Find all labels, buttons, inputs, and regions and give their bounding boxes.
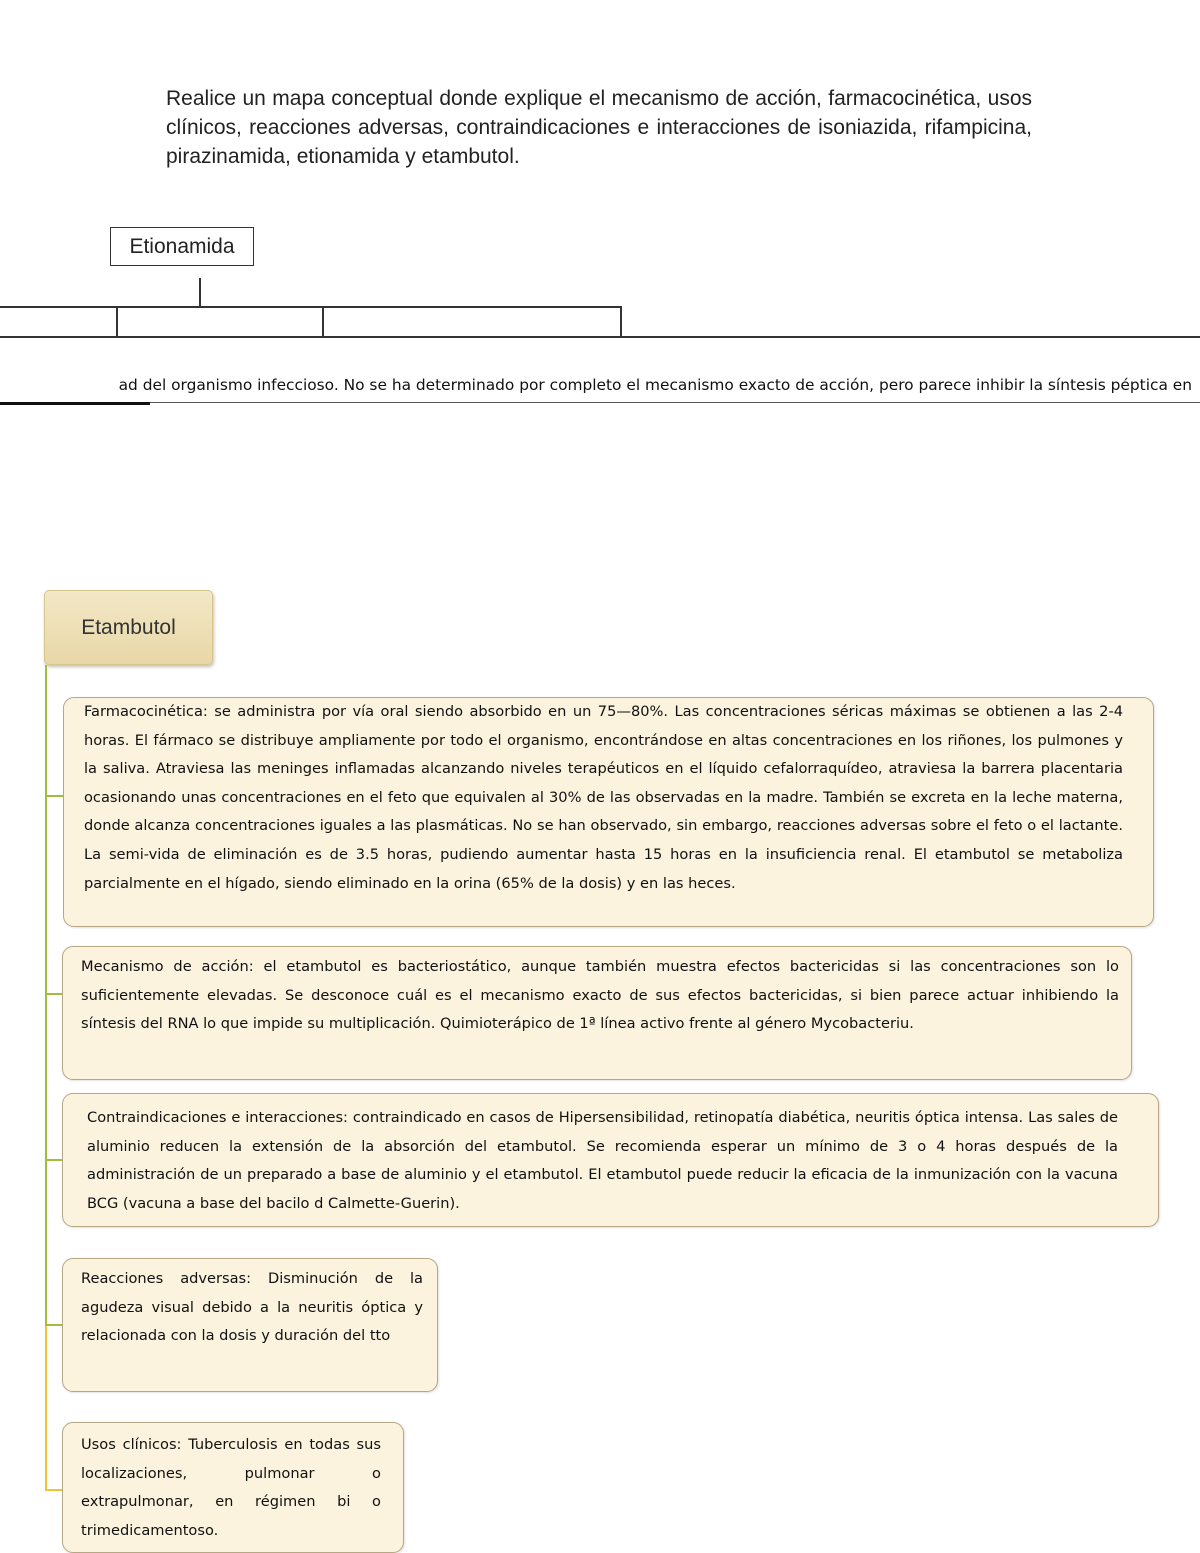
connector-branch-2 (45, 993, 63, 995)
etionamida-stem-line (199, 278, 201, 306)
connector-branch-4 (45, 1324, 63, 1326)
usos-clinicos-text: Usos clínicos: Tuberculosis en todas sus localizaciones, pulmonar o extrapulmonar, en régimen bi o trimedicamentoso. (81, 1436, 381, 1539)
usos-clinicos-card (62, 1422, 404, 1553)
etionamida-bottom-rule (0, 402, 1200, 403)
etionamida-branch-line (0, 306, 621, 308)
etambutol-node: Etambutol (44, 590, 213, 665)
contraindicaciones-text: Contraindicaciones e interacciones: contraindicado en casos de Hipersensibilidad, retinopatía diabética, neuritis óptica intensa. Las sales de aluminio reducen la extensión de la absorción del etambutol. Se recomienda esperar un mínimo de 3 o 4 horas después de la administración de un preparado a base de aluminio y el etambutol. El etambutol puede reducir la eficacia de la inmunización con la vacuna BCG (vacuna a base del bacilo d Calmette-Guerin). (87, 1109, 1118, 1212)
connector-branch-3 (45, 1159, 63, 1161)
connector-trunk-green (45, 665, 47, 1325)
contraindicaciones-card (62, 1093, 1159, 1227)
mecanismo-card (62, 946, 1132, 1080)
etionamida-branch-drop-3 (620, 306, 622, 337)
etionamida-top-rule (0, 336, 1200, 338)
instructions-text: Realice un mapa conceptual donde explique el mecanismo de acción, farmacocinética, usos clínicos, reacciones adversas, contraindicaciones e interacciones de isoniazida, rifampicina, pirazinamida, etionamida y etambutol. (166, 87, 1032, 168)
etionamida-branch-drop-2 (322, 306, 324, 337)
etionamida-description-strip (0, 372, 1200, 398)
farmacocinetica-card (63, 697, 1154, 927)
reacciones-adversas-card (62, 1258, 438, 1392)
farmacocinetica-text: Farmacocinética: se administra por vía oral siendo absorbido en un 75—80%. Las concentraciones séricas máximas se obtienen a las 2-4 horas. El fármaco se distribuye ampliamente por todo el organismo, encontrándose en altas concentraciones en los riñones, los pulmones y la saliva. Atraviesa las meninges inflamadas alcanzando niveles terapéuticos en el líquido cefalorraquídeo, atraviesa la barrera placentaria ocasionando unas concentraciones en el feto que equivalen al 30% de las observadas en la madre. También se excreta en la leche materna, donde alcanza concentraciones iguales a las plasmáticas. No se han observado, sin embargo, reacciones adversas sobre el feto o el lactante. La semi-vida de eliminación es de 3.5 horas, pudiendo aumentar hasta 15 horas en la insuficiencia renal. El etambutol se metaboliza parcialmente en el hígado, siendo eliminado en la orina (65% de la dosis) y en las heces. (84, 703, 1123, 892)
connector-branch-1 (45, 795, 63, 797)
mecanismo-text: Mecanismo de acción: el etambutol es bacteriostático, aunque también muestra efectos bactericidas si las concentraciones son lo suficientemente elevadas. Se desconoce cuál es el mecanismo exacto de sus efectos bactericidas, si bien parece actuar inhibiendo la síntesis del RNA lo que impide su multiplicación. Quimioterápico de 1ª línea activo frente al género Mycobacteriu. (81, 958, 1119, 1033)
connector-branch-5 (45, 1489, 63, 1491)
etionamida-branch-drop-1 (116, 306, 118, 337)
etionamida-node: Etionamida (110, 227, 254, 266)
etionamida-bottom-accent (0, 402, 150, 405)
reacciones-adversas-text: Reacciones adversas: Disminución de la agudeza visual debido a la neuritis óptica y relacionada con la dosis y duración del tto (81, 1270, 423, 1345)
etionamida-description: ad del organismo infeccioso. No se ha determinado por completo el mecanismo exacto de acción, pero parece inhibir la síntesis péptica en (118, 376, 1192, 394)
connector-trunk-yellow (45, 1325, 47, 1490)
